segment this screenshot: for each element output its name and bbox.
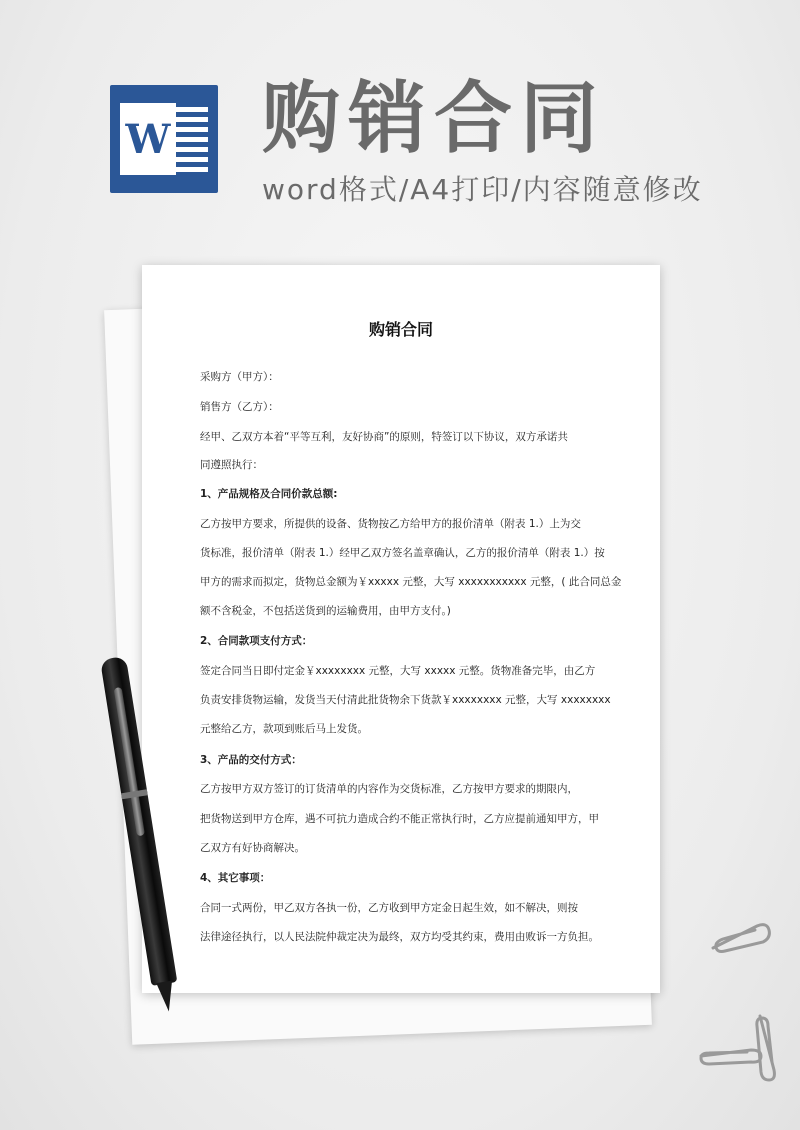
section-heading: 2、合同款项支付方式： [200, 635, 313, 647]
word-logo-icon [110, 85, 218, 193]
doc-line: 采购方（甲方）： [200, 371, 279, 383]
doc-line: 负责安排货物运输，发货当天付清此批货物余下货款￥xxxxxxxx 元整，大写 xxxxxxxx [200, 694, 611, 706]
doc-line: 甲方的需求而拟定，货物总金额为￥xxxxx 元整，大写 xxxxxxxxxxx 元整，( 此合同总金 [200, 576, 622, 588]
doc-line: 乙双方有好协商解决。 [200, 842, 305, 854]
word-w-letter: W [120, 103, 176, 175]
banner-subtitle: word格式/A4打印/内容随意修改 [262, 173, 703, 206]
doc-line: 元整给乙方，款项到账后马上发货。 [200, 723, 368, 735]
doc-line: 货标准，报价清单（附表 1.）经甲乙双方签名盖章确认，乙方的报价清单（附表 1.）按 [200, 547, 605, 559]
section-heading: 3、产品的交付方式： [200, 754, 302, 766]
section-heading: 4、其它事项： [200, 872, 271, 884]
doc-line: 乙方按甲方要求，所提供的设备、货物按乙方给甲方的报价清单（附表 1.）上为交 [200, 518, 581, 530]
section-heading: 1、产品规格及合同价款总额: [200, 488, 338, 500]
doc-line: 法律途径执行，以人民法院仲裁定决为最终，双方均受其约束，费用由败诉一方负担。 [200, 931, 599, 943]
doc-line: 乙方按甲方双方签订的订货清单的内容作为交货标准，乙方按甲方要求的期限内， [200, 783, 578, 795]
doc-line: 合同一式两份，甲乙双方各执一份，乙方收到甲方定金日起生效，如不解决，则按 [200, 902, 578, 914]
doc-line: 把货物送到甲方仓库，遇不可抗力造成合约不能正常执行时，乙方应提前通知甲方，甲 [200, 813, 599, 825]
paperclip-icon [705, 918, 775, 958]
banner-title: 购销合同 [262, 74, 607, 164]
doc-line: 签定合同当日即付定金￥xxxxxxxx 元整，大写 xxxxx 元整。货物准备完毕，由乙方 [200, 665, 596, 677]
document-title: 购销合同 [368, 320, 433, 339]
doc-line: 同遵照执行： [200, 459, 263, 471]
doc-line: 经甲、乙双方本着“平等互利，友好协商”的原则，特签订以下协议，双方承诺共 [200, 431, 568, 443]
document-page [142, 265, 660, 993]
paperclip-icon [752, 1010, 782, 1085]
doc-line: 销售方（乙方）： [200, 401, 279, 413]
doc-line: 额不含税金，不包括送货到的运输费用，由甲方支付。) [200, 605, 451, 617]
